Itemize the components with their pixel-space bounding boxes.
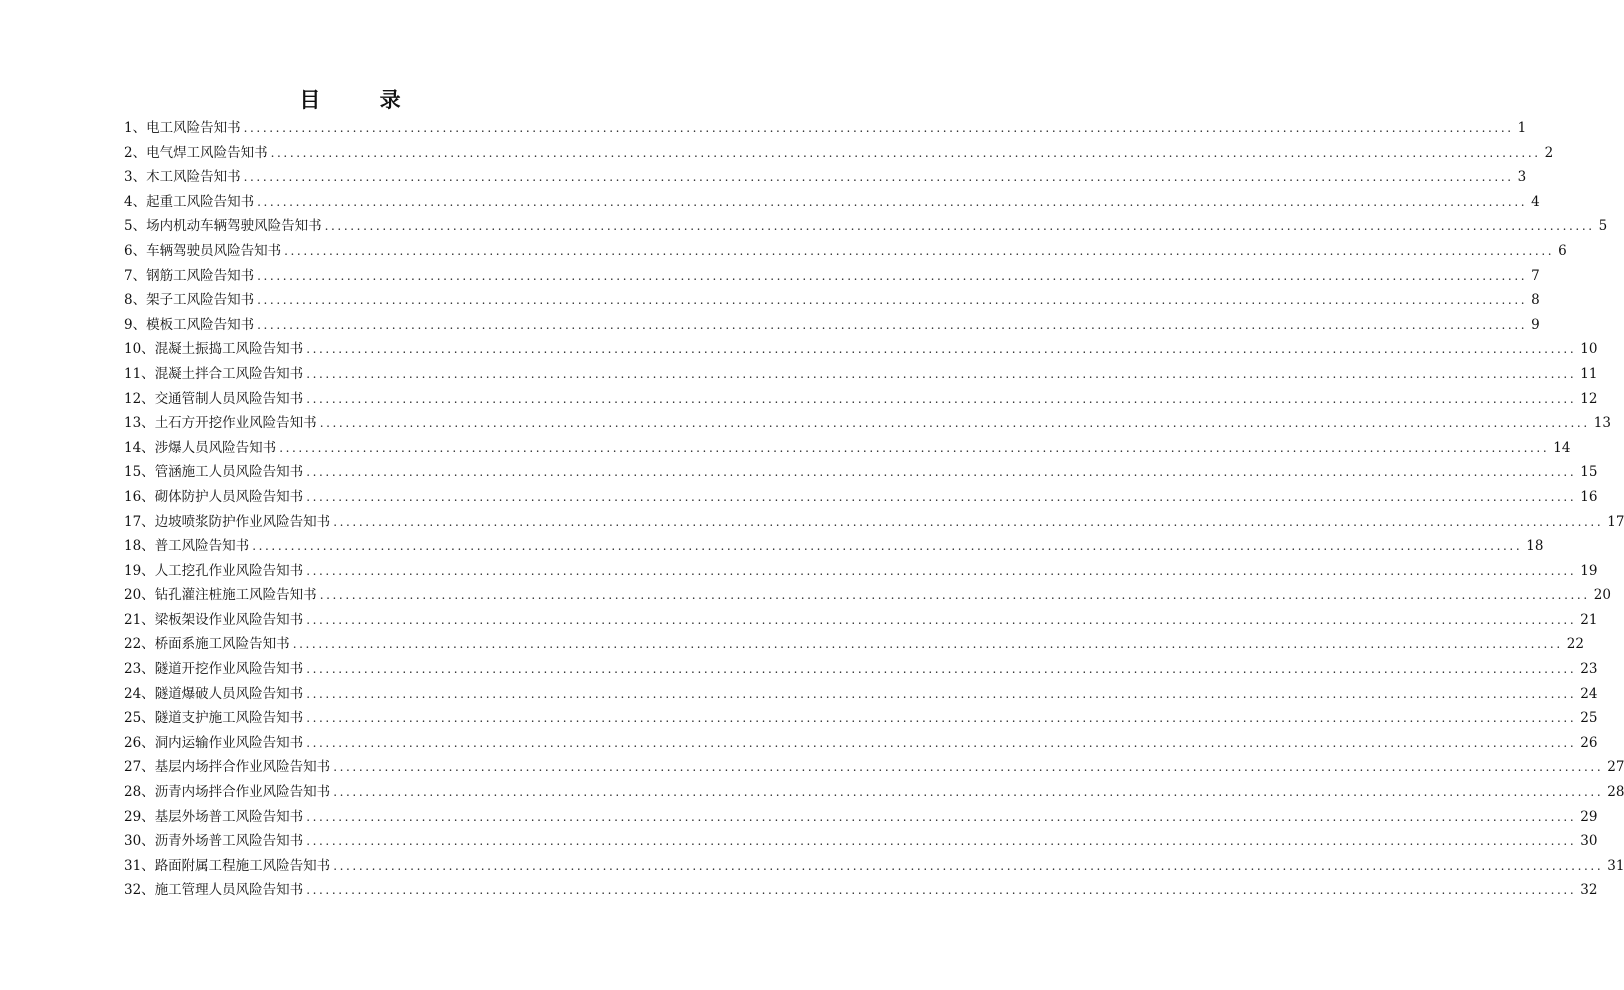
toc-entry-label: 钢筋工风险告知书 [146,267,255,284]
toc-entry-label: 隧道支护施工风险告知书 [154,710,304,727]
toc-entry-number: 2、 [124,144,147,161]
toc-entry[interactable] [124,116,1527,141]
toc-entry-number: 25、 [124,710,155,727]
toc-entry[interactable] [124,706,1598,731]
toc-entry-number: 13、 [124,415,155,432]
toc-entry-number: 18、 [124,538,155,555]
toc-entry-page-number: 4 [1531,193,1540,210]
toc-dot-leader: ...................................................................................................................................................................................................... [243,121,1514,135]
toc-entry[interactable] [124,313,1540,338]
toc-entry-label: 电工风险告知书 [146,120,241,136]
toc-dot-leader: ...................................................................................................................................................................................................... [319,416,1590,431]
toc-entry-label: 混凝土拌合工风险告知书 [154,365,304,382]
toc-entry-page-number: 26 [1580,734,1598,751]
toc-entry-label: 木工风险告知书 [146,169,241,186]
toc-entry-page-number: 8 [1531,292,1540,309]
toc-dot-leader: ...................................................................................................................................................................................................... [243,170,1514,185]
toc-entry-label: 混凝土振捣工风险告知书 [154,341,304,358]
toc-entry-page-number: 24 [1580,685,1598,702]
toc-entry-page-number: 1 [1517,120,1527,136]
toc-entry-label: 土石方开挖作业风险告知书 [154,415,317,432]
toc-entry-page-number: 19 [1580,562,1598,579]
toc-entry[interactable] [124,632,1584,657]
toc-entry-page-number: 31 [1607,857,1624,874]
toc-dot-leader: ...................................................................................................................................................................................................... [279,440,1550,455]
toc-dot-leader: ...................................................................................................................................................................................................... [306,366,1577,381]
toc-dot-leader: ...................................................................................................................................................................................................... [319,588,1590,603]
toc-entry-number: 24、 [124,685,155,702]
toc-entry-label: 边坡喷浆防护作业风险告知书 [154,513,331,530]
toc-entry-page-number: 15 [1580,464,1598,481]
toc-dot-leader: ...................................................................................................................................................................................................... [306,489,1577,504]
toc-entry-page-number: 18 [1526,538,1544,555]
toc-entry-label: 普工风险告知书 [154,538,250,555]
toc-dot-leader: ...................................................................................................................................................................................................... [306,883,1577,898]
toc-dot-leader: ...................................................................................................................................................................................................... [252,539,1523,554]
toc-entry[interactable] [124,460,1598,485]
toc-entry[interactable] [124,411,1611,436]
toc-dot-leader: ...................................................................................................................................................................................................... [257,194,1528,209]
toc-entry-number: 6、 [124,242,147,259]
toc-entry-label: 基层内场拌合作业风险告知书 [154,759,331,776]
toc-entry-number: 4、 [124,193,147,210]
toc-entry[interactable] [124,190,1540,215]
toc-dot-leader: ...................................................................................................................................................................................................... [306,391,1577,406]
toc-entry-page-number: 30 [1580,833,1598,850]
toc-entry-page-number: 29 [1580,808,1598,825]
toc-dot-leader: ...................................................................................................................................................................................................... [306,711,1577,726]
toc-dot-leader: ...................................................................................................................................................................................................... [306,735,1577,750]
toc-entry[interactable] [124,387,1598,412]
toc-entry-label: 场内机动车辆驾驶风险告知书 [146,218,322,235]
toc-entry-number: 23、 [124,661,155,678]
toc-entry-label: 起重工风险告知书 [146,193,255,210]
toc-dot-leader: ...................................................................................................................................................................................................... [306,342,1577,357]
toc-entry-page-number: 32 [1580,882,1598,899]
toc-entry[interactable] [124,362,1598,387]
toc-entry-label: 人工挖孔作业风险告知书 [154,562,304,579]
toc-entry[interactable] [124,780,1624,805]
toc-entry-page-number: 20 [1593,587,1611,604]
toc-entry-number: 32、 [124,882,155,899]
toc-entry[interactable] [124,657,1598,682]
toc-entry-label: 路面附属工程施工风险告知书 [154,857,331,874]
toc-dot-leader: ...................................................................................................................................................................................................... [284,243,1555,258]
table-of-contents [124,116,1624,903]
toc-entry-label: 隧道开挖作业风险告知书 [154,661,304,678]
toc-entry-number: 17、 [124,513,155,530]
toc-entry-number: 19、 [124,562,155,579]
toc-entry-label: 沥青外场普工风险告知书 [154,833,304,850]
toc-entry-number: 28、 [124,784,155,801]
toc-entry-number: 3、 [124,169,147,186]
toc-entry[interactable] [124,583,1611,608]
toc-dot-leader: ...................................................................................................................................................................................................... [257,268,1528,283]
toc-dot-leader: ...................................................................................................................................................................................................... [324,219,1595,234]
toc-entry-page-number: 22 [1566,636,1584,653]
toc-dot-leader: ...................................................................................................................................................................................................... [292,637,1563,652]
toc-entry[interactable] [124,165,1527,190]
toc-entry-page-number: 7 [1531,267,1540,284]
toc-entry-page-number: 13 [1593,415,1611,432]
toc-entry-label: 交通管制人员风险告知书 [154,390,304,407]
toc-dot-leader: ...................................................................................................................................................................................................... [270,145,1541,160]
toc-entry-number: 16、 [124,488,155,505]
toc-entry-number: 7、 [124,267,147,284]
toc-entry-number: 29、 [124,808,155,825]
toc-entry[interactable] [124,682,1598,707]
toc-entry-label: 涉爆人员风险告知书 [154,439,277,456]
toc-entry-number: 15、 [124,464,155,481]
toc-entry-page-number: 12 [1580,390,1598,407]
toc-dot-leader: ...................................................................................................................................................................................................... [333,760,1604,775]
toc-entry-page-number: 5 [1598,218,1608,235]
toc-entry-label: 车辆驾驶员风险告知书 [146,242,282,259]
toc-entry-label: 钻孔灌注桩施工风险告知书 [154,587,317,604]
toc-entry-page-number: 11 [1580,365,1598,382]
toc-entry-number: 11、 [124,365,155,382]
toc-dot-leader: ...................................................................................................................................................................................................... [306,686,1577,701]
toc-entry[interactable] [124,337,1598,362]
toc-entry-page-number: 16 [1580,488,1598,505]
toc-entry-page-number: 10 [1580,341,1598,358]
toc-entry-label: 模板工风险告知书 [146,316,255,333]
toc-entry-page-number: 21 [1580,611,1598,628]
toc-entry-number: 8、 [124,292,147,309]
toc-dot-leader: ...................................................................................................................................................................................................... [306,662,1577,677]
toc-entry[interactable] [124,854,1624,879]
toc-dot-leader: ...................................................................................................................................................................................................... [306,612,1577,627]
toc-entry-page-number: 2 [1544,144,1554,161]
toc-title: 目 录 [299,88,427,112]
toc-entry[interactable] [124,510,1624,535]
toc-entry-label: 沥青内场拌合作业风险告知书 [154,784,331,801]
toc-entry-label: 梁板架设作业风险告知书 [154,611,304,628]
toc-entry-number: 9、 [124,316,147,333]
toc-entry[interactable] [124,214,1608,239]
toc-dot-leader: ...................................................................................................................................................................................................... [306,563,1577,578]
toc-entry-label: 砌体防护人员风险告知书 [154,488,304,505]
toc-entry-number: 10、 [124,341,155,358]
toc-entry-number: 30、 [124,833,155,850]
toc-entry[interactable] [124,239,1567,264]
toc-dot-leader: ...................................................................................................................................................................................................... [333,858,1604,873]
toc-entry[interactable] [124,436,1571,461]
toc-entry[interactable] [124,608,1598,633]
toc-entry-page-number: 14 [1553,439,1571,456]
toc-entry-page-number: 27 [1607,759,1624,776]
toc-entry-label: 洞内运输作业风险告知书 [154,734,304,751]
toc-entry-label: 桥面系施工风险告知书 [154,636,290,653]
toc-entry-page-number: 6 [1558,242,1567,259]
toc-dot-leader: ...................................................................................................................................................................................................... [306,834,1577,849]
toc-entry-number: 22、 [124,636,155,653]
toc-entry[interactable] [124,805,1598,830]
toc-entry-number: 26、 [124,734,155,751]
toc-entry-label: 电气焊工风险告知书 [146,144,268,161]
toc-entry[interactable] [124,141,1554,166]
toc-entry[interactable] [124,264,1540,289]
toc-entry-label: 施工管理人员风险告知书 [154,882,304,899]
toc-entry-page-number: 9 [1531,316,1540,333]
toc-entry[interactable] [124,485,1598,510]
toc-entry-number: 31、 [124,857,155,874]
toc-entry[interactable] [124,755,1624,780]
toc-entry-label: 基层外场普工风险告知书 [154,808,304,825]
toc-entry-page-number: 17 [1607,513,1624,530]
toc-entry[interactable] [124,731,1598,756]
toc-entry-number: 20、 [124,587,155,604]
toc-entry-label: 管涵施工人员风险告知书 [154,464,304,481]
toc-dot-leader: ...................................................................................................................................................................................................... [333,785,1604,800]
toc-entry-number: 12、 [124,390,155,407]
toc-dot-leader: ...................................................................................................................................................................................................... [257,317,1528,332]
toc-entry-label: 隧道爆破人员风险告知书 [154,685,304,702]
toc-entry-number: 27、 [124,759,155,776]
toc-entry-page-number: 28 [1607,784,1624,801]
toc-entry-label: 架子工风险告知书 [146,292,255,309]
toc-entry-page-number: 3 [1517,169,1527,186]
toc-entry[interactable] [124,559,1598,584]
toc-entry[interactable] [124,534,1544,559]
toc-entry[interactable] [124,878,1598,903]
toc-entry-page-number: 25 [1580,710,1598,727]
toc-entry-number: 5、 [124,218,147,235]
toc-entry-number: 21、 [124,611,155,628]
toc-dot-leader: ...................................................................................................................................................................................................... [306,465,1577,480]
toc-entry-page-number: 23 [1580,661,1598,678]
toc-entry-number: 1、 [124,120,147,136]
toc-entry-number: 14、 [124,439,155,456]
toc-dot-leader: ...................................................................................................................................................................................................... [306,809,1577,824]
toc-entry[interactable] [124,288,1540,313]
toc-dot-leader: ...................................................................................................................................................................................................... [333,514,1604,529]
toc-dot-leader: ...................................................................................................................................................................................................... [257,293,1528,308]
toc-entry[interactable] [124,829,1598,854]
